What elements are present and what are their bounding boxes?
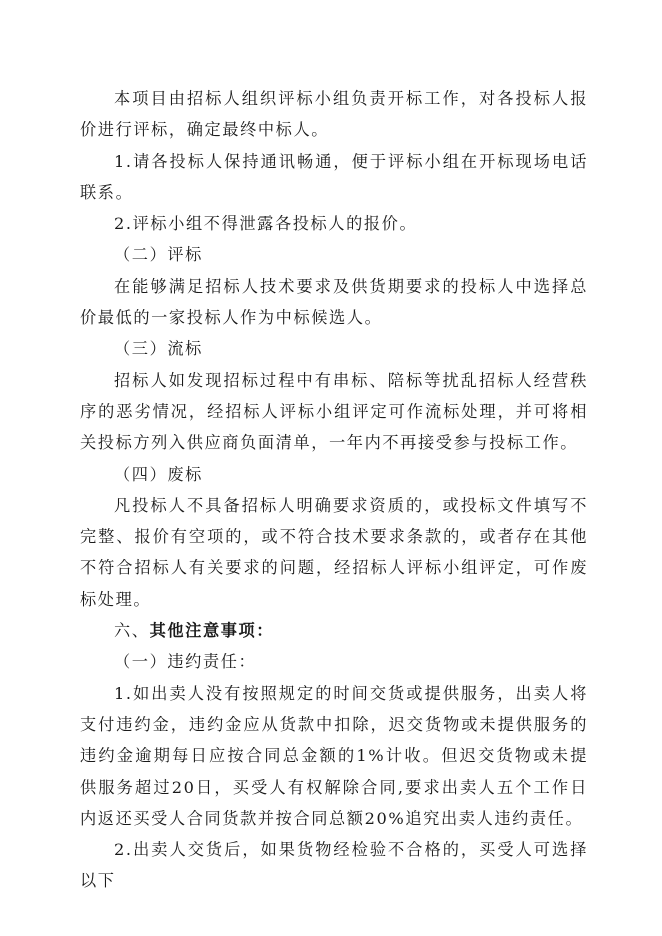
subheading-evaluation: （二）评标 [114,245,203,265]
section-title: 其他注意事项： [149,621,275,641]
section-number: 六、 [114,621,150,641]
section-heading-other-notes [80,615,588,646]
document-page [80,83,588,897]
paragraph-invalid-bid: 凡投标人不具备招标人明确要求资质的，或投标文件填写不完整、报价有空项的，或不符合技术要求条款的，或者存在其他不符合招标人有关要求的问题，经招标人评标小组评定，可作废标处理。 [80,495,588,609]
paragraph-bid-evaluation-intro: 本项目由招标人组织评标小组负责开标工作，对各投标人报价进行评标，确定最终中标人。 [80,89,588,140]
paragraph-evaluation: 在能够满足招标人技术要求及供货期要求的投标人中选择总价最低的一家投标人作为中标候选人。 [80,276,588,328]
list-item-no-disclosure: 2.评标小组不得泄露各投标人的报价。 [114,214,418,234]
paragraph-breach-2: 2.出卖人交货后，如果货物经检验不合格的，买受人可选择以下 [80,840,588,891]
subheading-breach-liability: （一）违约责任： [114,652,257,672]
paragraph-breach-1: 1.如出卖人没有按照规定的时间交货或提供服务，出卖人将支付违约金，违约金应从货款中扣除，迟交货物或未提供服务的违约金逾期每日应按合同总金额的1%计收。但迟交货物或未提供服务超过20日，买受人有权解除合同,要求出卖人五个工作日内返还买受人合同货款并按合同总额20%追究出卖人违约责任。 [80,683,588,828]
paragraph-failed-bid: 招标人如发现招标过程中有串标、陪标等扰乱招标人经营秩序的恶劣情况，经招标人评标小组评定可作流标处理，并可将相关投标方列入供应商负面清单，一年内不再接受参与投标工作。 [80,370,588,453]
list-item-keep-contact: 1.请各投标人保持通讯畅通，便于评标小组在开标现场电话联系。 [80,151,588,202]
subheading-failed-bid: （三）流标 [114,339,203,359]
subheading-invalid-bid: （四）废标 [114,464,203,484]
